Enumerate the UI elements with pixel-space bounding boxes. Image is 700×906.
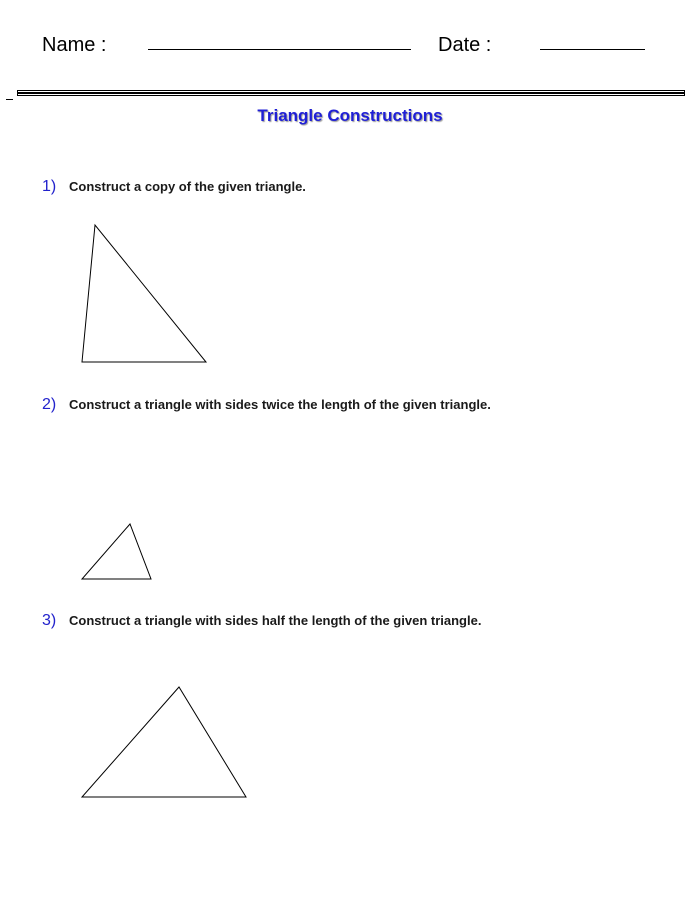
question-number: 1): [42, 178, 57, 195]
question-text: Construct a triangle with sides twice the length of the given triangle.: [69, 397, 491, 412]
question-text: Construct a copy of the given triangle.: [69, 179, 306, 194]
rule-tick: [6, 99, 13, 100]
triangle-2: [82, 524, 151, 579]
question-number: 3): [42, 612, 57, 629]
date-label: Date :: [438, 34, 492, 56]
date-blank-line[interactable]: [540, 49, 645, 50]
header-divider-inner: [18, 92, 684, 94]
name-blank-line[interactable]: [148, 49, 411, 50]
triangle-1: [82, 225, 206, 362]
worksheet-title: Triangle Constructions: [257, 106, 443, 125]
header-divider: [17, 90, 685, 96]
name-label: Name :: [42, 34, 107, 56]
question-text: Construct a triangle with sides half the length of the given triangle.: [69, 613, 482, 628]
question-number: 2): [42, 396, 57, 413]
triangle-3: [82, 687, 246, 797]
